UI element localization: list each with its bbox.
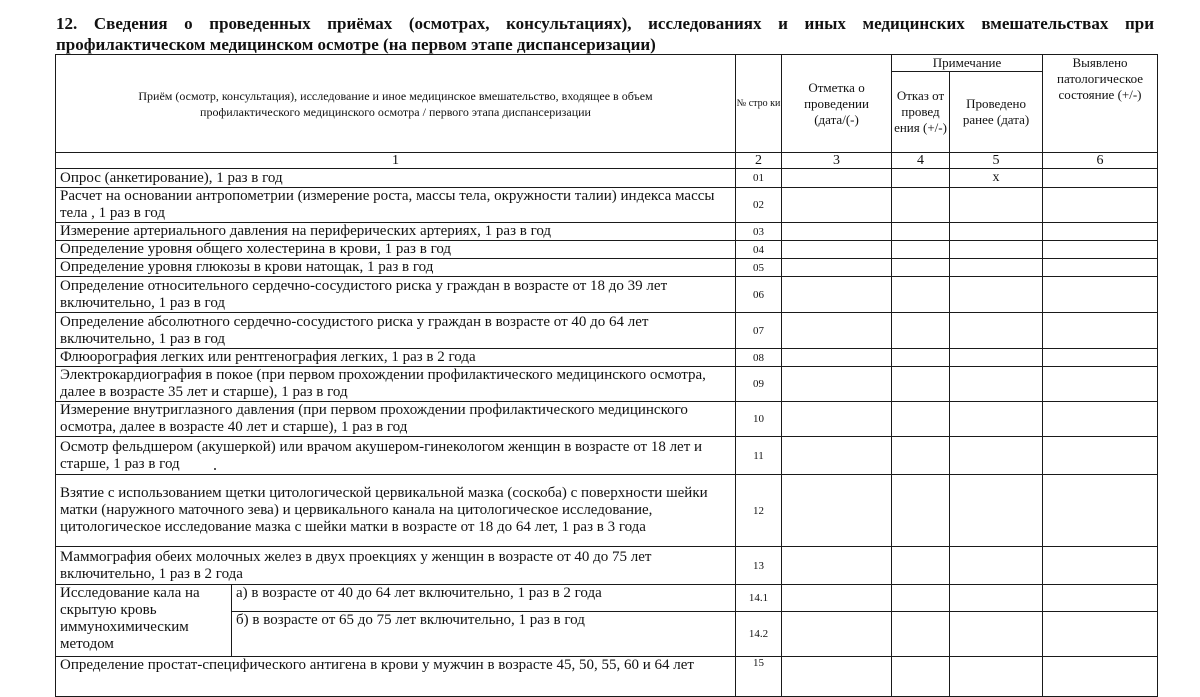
scan-speck [214,468,216,470]
procedure-cell: Опрос (анкетирование), 1 раз в год [56,169,736,188]
row-code: 10 [736,402,782,437]
table-row [56,585,1158,612]
completion-cell[interactable] [782,585,892,612]
completion-cell[interactable] [782,475,892,547]
refusal-cell[interactable] [892,367,950,402]
pathology-cell[interactable] [1043,402,1158,437]
stool-test-label: Исследование кала на скрытую кровь иммунохимическим методом [56,585,232,657]
refusal-cell[interactable] [892,585,950,612]
pathology-cell[interactable] [1043,223,1158,241]
row-code: 15 [736,657,782,697]
procedure-cell: Определение простат-специфического антигена в крови у мужчин в возрасте 45, 50, 55, 60 и 64 лет [56,657,736,697]
row-code: 02 [736,188,782,223]
refusal-cell[interactable] [892,612,950,657]
completion-cell[interactable] [782,169,892,188]
pathology-cell[interactable] [1043,241,1158,259]
table-row [56,402,1158,437]
header-row-number: № стро ки [736,55,782,153]
column-number: 2 [736,153,782,169]
header-pathology-found: Выявлено патологическое состояние (+/-) [1043,55,1158,153]
table-row [56,169,1158,188]
pathology-cell[interactable] [1043,349,1158,367]
refusal-cell[interactable] [892,223,950,241]
refusal-cell[interactable] [892,188,950,223]
refusal-cell[interactable] [892,437,950,475]
table-row [56,437,1158,475]
pathology-cell[interactable] [1043,585,1158,612]
column-number: 1 [56,153,736,169]
refusal-cell[interactable] [892,657,950,697]
procedure-cell: Флюорография легких или рентгенография легких, 1 раз в 2 года [56,349,736,367]
procedure-cell: Осмотр фельдшером (акушеркой) или врачом акушером-гинекологом женщин в возрасте от 18 лет и старше, 1 раз в год [56,437,736,475]
table-row [56,367,1158,402]
procedure-subcell: б) в возрасте от 65 до 75 лет включительно, 1 раз в год [232,612,736,657]
done-earlier-cell[interactable] [950,585,1043,612]
table-row [56,241,1158,259]
done-earlier-cell[interactable] [950,657,1043,697]
pathology-cell[interactable] [1043,277,1158,313]
row-code: 05 [736,259,782,277]
pathology-cell[interactable] [1043,188,1158,223]
refusal-cell[interactable] [892,547,950,585]
refusal-cell[interactable] [892,277,950,313]
refusal-cell[interactable] [892,313,950,349]
row-code: 06 [736,277,782,313]
row-code: 07 [736,313,782,349]
refusal-cell[interactable] [892,475,950,547]
pathology-cell[interactable] [1043,169,1158,188]
table-row [56,223,1158,241]
done-earlier-cell[interactable] [950,277,1043,313]
done-earlier-cell[interactable] [950,547,1043,585]
table-row [56,349,1158,367]
row-code: 09 [736,367,782,402]
table-row [56,657,1158,697]
row-code: 03 [736,223,782,241]
row-code: 04 [736,241,782,259]
header-done-earlier: Проведено ранее (дата) [950,72,1043,153]
done-earlier-cell[interactable] [950,402,1043,437]
pathology-cell[interactable] [1043,313,1158,349]
row-code: 12 [736,475,782,547]
table-row [56,259,1158,277]
completion-cell[interactable] [782,188,892,223]
pathology-cell[interactable] [1043,475,1158,547]
done-earlier-cell[interactable] [950,475,1043,547]
completion-cell[interactable] [782,657,892,697]
row-code: 11 [736,437,782,475]
table-row [56,277,1158,313]
column-number: 3 [782,153,892,169]
row-code: 13 [736,547,782,585]
completion-cell[interactable] [782,313,892,349]
row-code: 14.2 [736,612,782,657]
procedure-cell: Электрокардиография в покое (при первом прохождении профилактического медицинского осмотра, далее в возрасте 35 лет и старше), 1 раз в год [56,367,736,402]
refusal-cell[interactable] [892,259,950,277]
table-row [56,475,1158,547]
pathology-cell[interactable] [1043,657,1158,697]
row-code: 08 [736,349,782,367]
completion-cell[interactable] [782,277,892,313]
done-earlier-cell[interactable] [950,313,1043,349]
header-note-group: Примечание [892,55,1043,72]
procedure-cell: Определение уровня общего холестерина в крови, 1 раз в год [56,241,736,259]
procedure-cell: Взятие с использованием щетки цитологической цервикальной мазка (соскоба) с поверхности шейки матки (наружного маточного зева) и цервикального канала на цитологическое исследование, цитологическое исследование мазка с шейки матки в возрасте от 18 до 64 лет, 1 раз в 3 года [56,475,736,547]
table-row [56,547,1158,585]
table-row [56,313,1158,349]
procedures-table [55,54,1158,697]
column-number: 4 [892,153,950,169]
procedure-cell: Определение абсолютного сердечно-сосудистого риска у граждан в возрасте от 40 до 64 лет включительно, 1 раз в год [56,313,736,349]
section-heading-continued: профилактическом медицинском осмотре (на первом этапе диспансеризации) [56,35,656,54]
procedure-cell: Расчет на основании антропометрии (измерение роста, массы тела, окружности талии) индекса массы тела , 1 раз в год [56,188,736,223]
procedure-cell: Измерение артериального давления на периферических артериях, 1 раз в год [56,223,736,241]
refusal-cell[interactable] [892,241,950,259]
completion-cell[interactable] [782,223,892,241]
row-code: 14.1 [736,585,782,612]
table-row [56,188,1158,223]
completion-cell[interactable] [782,402,892,437]
done-earlier-cell[interactable] [950,612,1043,657]
done-earlier-cell[interactable] [950,188,1043,223]
refusal-cell[interactable] [892,349,950,367]
pathology-cell[interactable] [1043,259,1158,277]
section-heading: 12. Сведения о проведенных приёмах (осмотрах, консультациях), исследованиях и иных медицинских вмешательствах при [56,14,1154,33]
header-procedure: Приём (осмотр, консультация), исследование и иное медицинское вмешательство, входящее в объем профилактического медицинского осмотра / первого этапа диспансеризации [56,55,736,153]
procedure-cell: Определение уровня глюкозы в крови натощак, 1 раз в год [56,259,736,277]
row-code: 01 [736,169,782,188]
completion-cell[interactable] [782,349,892,367]
header-completion-mark: Отметка о проведении (дата/(-) [782,55,892,153]
header-refusal: Отказ от провед ения (+/-) [892,72,950,153]
column-number: 5 [950,153,1043,169]
done-earlier-cell[interactable] [950,259,1043,277]
completion-cell[interactable] [782,367,892,402]
procedure-cell: Измерение внутриглазного давления (при первом прохождении профилактического медицинского осмотра, далее в возрасте 40 лет и старше), 1 раз в год [56,402,736,437]
done-earlier-cell[interactable] [950,437,1043,475]
done-earlier-cell[interactable] [950,241,1043,259]
done-earlier-cell[interactable] [950,349,1043,367]
completion-cell[interactable] [782,259,892,277]
column-number: 6 [1043,153,1158,169]
column-number-row [56,153,1158,169]
done-earlier-cell[interactable] [950,367,1043,402]
completion-cell[interactable] [782,241,892,259]
pathology-cell[interactable] [1043,367,1158,402]
done-earlier-cell[interactable] [950,223,1043,241]
refusal-cell[interactable] [892,402,950,437]
procedure-cell: Определение относительного сердечно-сосудистого риска у граждан в возрасте от 18 до 39 лет включительно, 1 раз в год [56,277,736,313]
procedure-cell: Маммография обеих молочных желез в двух проекциях у женщин в возрасте от 40 до 75 лет включительно, 1 раз в 2 года [56,547,736,585]
pathology-cell[interactable] [1043,612,1158,657]
pathology-cell[interactable] [1043,437,1158,475]
pathology-cell[interactable] [1043,547,1158,585]
refusal-cell[interactable] [892,169,950,188]
done-earlier-cell[interactable]: x [950,169,1043,188]
completion-cell[interactable] [782,612,892,657]
procedure-subcell: а) в возрасте от 40 до 64 лет включительно, 1 раз в 2 года [232,585,736,612]
completion-cell[interactable] [782,547,892,585]
completion-cell[interactable] [782,437,892,475]
